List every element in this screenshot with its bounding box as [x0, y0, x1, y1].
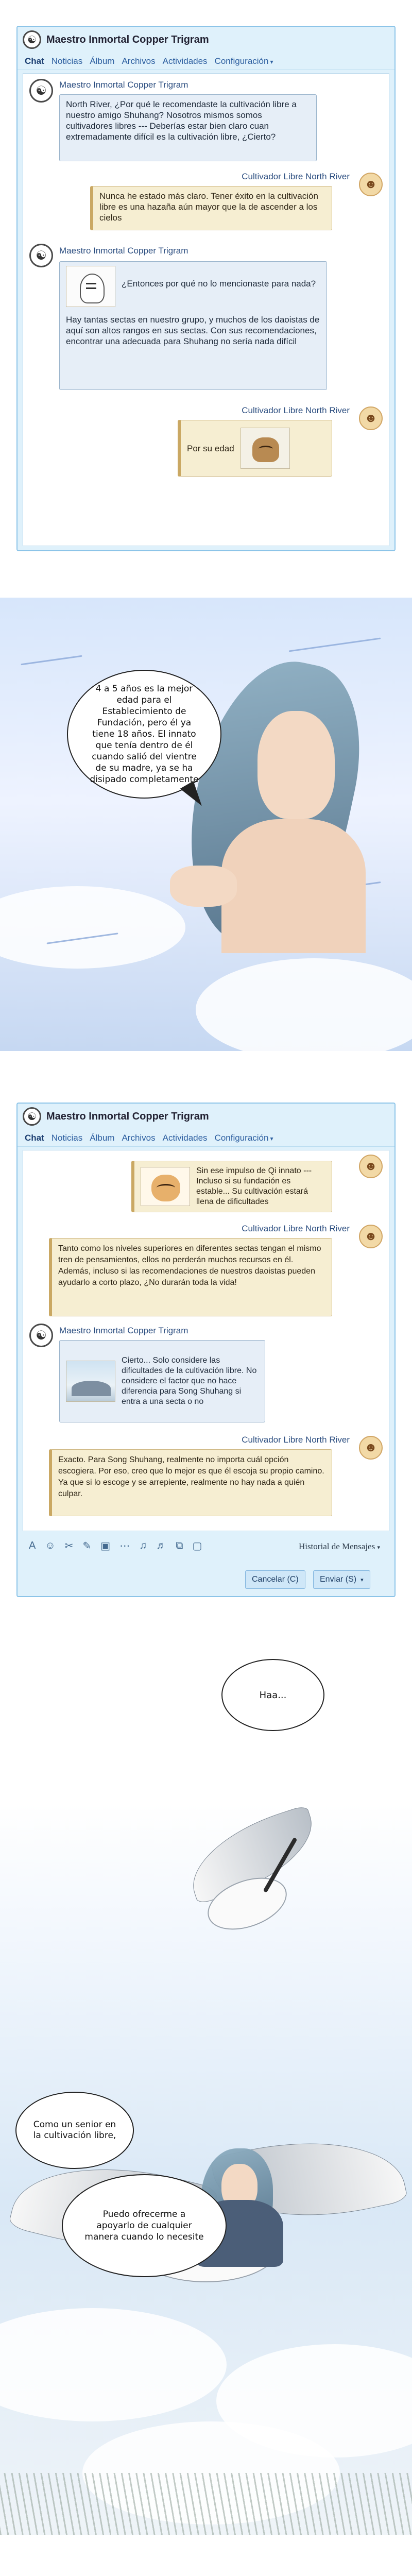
- speed-line: [289, 637, 381, 652]
- trigram-avatar-icon: ☯: [29, 244, 53, 267]
- sender-name: Cultivador Libre North River: [242, 405, 350, 415]
- river-avatar-icon: ☻: [359, 1436, 383, 1460]
- river-avatar-icon: ☻: [359, 173, 383, 196]
- message-bubble: [59, 1340, 265, 1422]
- cat-sticker-image: [141, 1167, 190, 1206]
- chat-window-1: [0, 0, 412, 556]
- message-bubble: [59, 94, 317, 161]
- cancel-button[interactable]: [245, 1570, 305, 1589]
- text-panel-haa: [0, 1643, 412, 1798]
- scissors-icon[interactable]: ✂: [64, 1540, 74, 1552]
- sender-name: Maestro Inmortal Copper Trigram: [59, 80, 188, 90]
- emoji-icon[interactable]: ☺: [45, 1540, 56, 1551]
- chat-message-area: [23, 1150, 389, 1531]
- tab-news[interactable]: Noticias: [51, 1132, 83, 1143]
- speech-bubble: [67, 670, 221, 799]
- chat-menu: [18, 53, 394, 70]
- tab-settings[interactable]: [215, 56, 273, 66]
- tab-activities[interactable]: Actividades: [162, 1132, 208, 1143]
- edit-icon[interactable]: ✎: [82, 1540, 92, 1552]
- message-text: Por su edad: [187, 443, 234, 453]
- sender-name: Cultivador Libre North River: [242, 1224, 350, 1233]
- window-icon[interactable]: ▢: [192, 1540, 202, 1552]
- cloud-shape: [0, 886, 185, 969]
- ghost-sticker-image: [66, 266, 115, 307]
- tab-files[interactable]: Archivos: [122, 56, 156, 66]
- character-chest: [221, 819, 366, 953]
- character-face: [258, 711, 335, 819]
- trigram-avatar-icon: ☯: [23, 1107, 41, 1126]
- chat-title: Maestro Inmortal Copper Trigram: [46, 33, 209, 45]
- speed-line: [21, 655, 82, 666]
- music-icon[interactable]: ♫: [139, 1540, 147, 1551]
- tab-settings-label: Configuración: [214, 56, 269, 66]
- sender-name: Maestro Inmortal Copper Trigram: [59, 1326, 188, 1335]
- sender-name: Maestro Inmortal Copper Trigram: [59, 246, 188, 256]
- speech-bubble: [62, 2174, 227, 2277]
- message-text: Cierto... Solo considere las dificultades de la cultivación libre. No considere el factor que no hace diferencia para Song Shuhang si entra a una secta o no: [122, 1356, 257, 1406]
- message-bubble: [178, 420, 332, 477]
- chat-title: Maestro Inmortal Copper Trigram: [46, 1110, 209, 1122]
- chevron-down-icon: ▾: [270, 1134, 273, 1142]
- message-text: Hay tantas sectas en nuestro grupo, y muchos de los daoistas de aquí son altos rangos en sus sectas. Con sus recomendaciones, encontrar una adecuada para Shuhang no sería nada difícil: [66, 315, 320, 346]
- message-text: ¿Entonces por qué no lo mencionaste para nada?: [122, 279, 316, 289]
- cancel-label: Cancelar (C): [252, 1575, 299, 1584]
- chat-window-frame: [16, 1103, 396, 1597]
- chat-menu: [18, 1129, 394, 1147]
- chevron-down-icon: ▾: [360, 1577, 364, 1583]
- history-link[interactable]: [299, 1541, 380, 1552]
- river-avatar-icon: ☻: [359, 1155, 383, 1178]
- tab-album[interactable]: Álbum: [90, 56, 115, 66]
- message-text: Sin ese impulso de Qi innato --- Incluso si su fundación es estable... Su cultivación estará llena de dificultades: [196, 1166, 312, 1206]
- message-bubble: [49, 1449, 332, 1516]
- trigram-avatar-icon: ☯: [23, 30, 41, 49]
- credits-section: [0, 2555, 412, 2576]
- chat-titlebar: [18, 1104, 394, 1129]
- tab-chat[interactable]: Chat: [25, 56, 44, 66]
- river-avatar-icon: ☻: [359, 1225, 383, 1248]
- speech-text: Haa...: [259, 1689, 287, 1701]
- speech-text: 4 a 5 años es la mejor edad para el Establecimiento de Fundación, pero él ya tiene 18 años. El innato que tenía dentro de él cuando salió del vientre de su madre, ya se ha disipado completamente: [90, 684, 199, 785]
- message-bubble: [90, 186, 332, 230]
- chat-message-area: [23, 73, 389, 546]
- font-icon[interactable]: A: [29, 1540, 36, 1551]
- speech-bubble: [221, 1659, 324, 1731]
- speech-text: Puedo ofrecerme a apoyarlo de cualquier manera cuando lo necesite: [84, 2209, 204, 2242]
- character-hand: [170, 866, 237, 907]
- river-avatar-icon: ☻: [359, 406, 383, 430]
- message-text: Exacto. Para Song Shuhang, realmente no importa cuál opción escogiera. Por eso, creo que lo mejor es que él escoja su propio camino. Ya que si lo escoge y se arrepiente, realmente no hay nada a quién culpar.: [58, 1455, 324, 1498]
- grass-strip: [0, 2473, 412, 2535]
- image-icon[interactable]: ▣: [100, 1540, 111, 1552]
- history-label: Historial de Mensajes: [298, 1541, 375, 1551]
- chevron-down-icon: ▾: [270, 58, 273, 65]
- tab-album[interactable]: Álbum: [90, 1132, 115, 1143]
- speech-text: Como un senior en la cultivación libre,: [33, 2120, 116, 2141]
- cloud-shape: [0, 2308, 227, 2421]
- trigram-avatar-icon: ☯: [29, 79, 53, 103]
- cloud-shape: [196, 958, 412, 1051]
- message-text: North River, ¿Por qué le recomendaste la cultivación libre a nuestro amigo Shuhang? Nosotros mismos somos cultivadores libres --- Deberías estar bien claro cuan extremadamente difícil es la cultivación libre, ¿Cierto?: [66, 99, 297, 142]
- sender-name: Cultivador Libre North River: [242, 1435, 350, 1445]
- cat-sticker-image: [241, 428, 290, 469]
- screenshot-icon[interactable]: ⧉: [176, 1540, 183, 1551]
- illustration-panel-2: [0, 1803, 412, 2535]
- send-label: Enviar (S): [320, 1575, 357, 1584]
- tab-settings[interactable]: [215, 1133, 273, 1143]
- message-bubble: [59, 261, 327, 390]
- message-bubble: [131, 1161, 332, 1212]
- message-text: Nunca he estado más claro. Tener éxito en la cultivación libre es una hazaña aún mayor que la de ascender a los cielos: [99, 191, 318, 223]
- speech-bubble: [15, 2092, 134, 2169]
- scene-sticker-image: [66, 1361, 115, 1402]
- tab-files[interactable]: Archivos: [122, 1132, 156, 1143]
- chat-window-2: [0, 1092, 412, 1607]
- tab-news[interactable]: Noticias: [51, 56, 83, 66]
- sender-name: Cultivador Libre North River: [242, 172, 350, 181]
- chat-window-frame: [16, 26, 396, 551]
- tab-chat[interactable]: Chat: [25, 1132, 44, 1143]
- tab-settings-label: Configuración: [214, 1132, 269, 1143]
- message-text: Tanto como los niveles superiores en diferentes sectas tengan el mismo tren de pensamientos, ellos no perderán muchos recursos en él. Además, incluso si las recomendaciones de nuestros daoistas pueden ayudarlo a corto plazo, ¿No durarán toda la vida!: [58, 1244, 321, 1287]
- chevron-down-icon: ▾: [377, 1545, 380, 1551]
- voice-icon[interactable]: ♬: [156, 1540, 167, 1551]
- compose-toolbar: [29, 1539, 202, 1552]
- more-icon[interactable]: ⋯: [119, 1540, 130, 1552]
- trigram-avatar-icon: ☯: [29, 1324, 53, 1347]
- tab-activities[interactable]: Actividades: [162, 56, 208, 66]
- message-bubble: [49, 1238, 332, 1316]
- illustration-panel-1: [0, 598, 412, 1051]
- send-button[interactable]: [313, 1570, 370, 1589]
- chat-titlebar: [18, 27, 394, 53]
